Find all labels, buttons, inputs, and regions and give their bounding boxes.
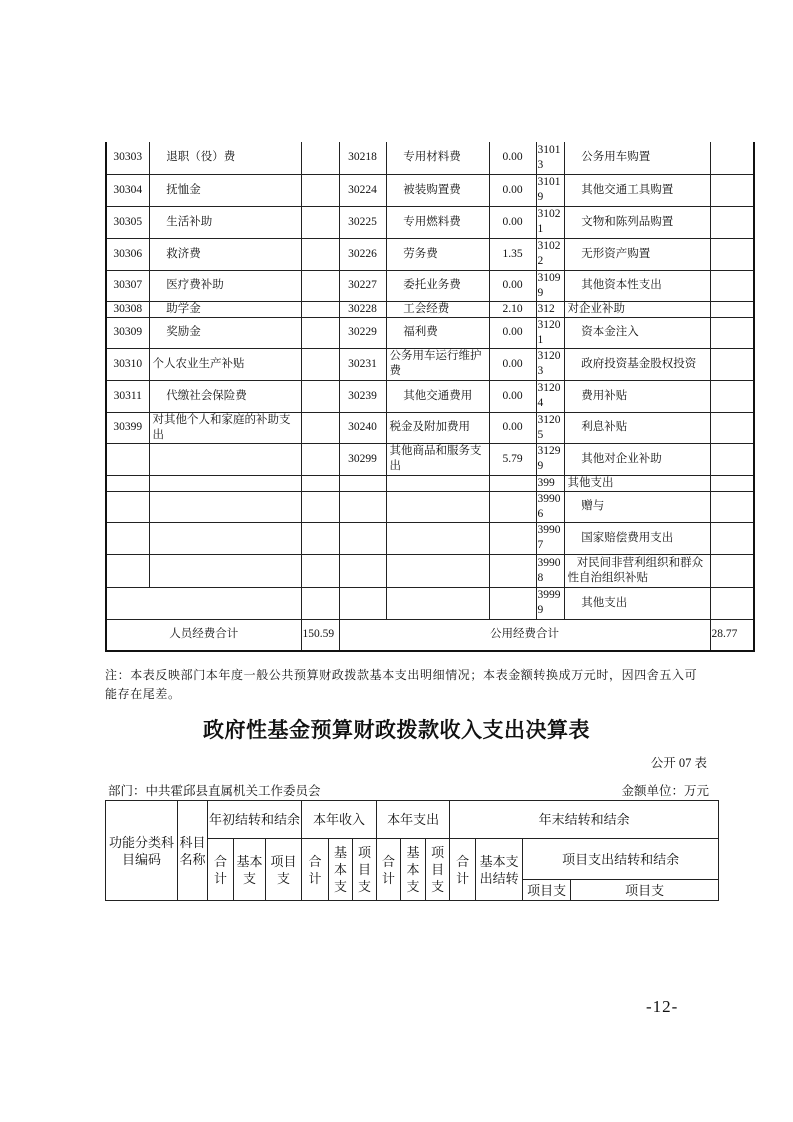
personnel-code [106,522,149,554]
capital-amount [710,270,754,301]
public-code [339,587,386,619]
capital-code: 39907 [536,522,564,554]
header-expense-total: 合计 [377,839,401,901]
public-code [339,491,386,522]
page-number: -12- [646,997,679,1016]
department-row [108,782,709,800]
public-amount: 0.00 [489,174,536,206]
capital-code: 39906 [536,491,564,522]
table-row [106,475,754,491]
personnel-code: 30310 [106,348,149,380]
personnel-amount [301,348,339,380]
header-income: 本年收入 [302,801,377,839]
personnel-amount [301,206,339,238]
header-opening: 年初结转和结余 [208,801,302,839]
public-amount: 5.79 [489,443,536,475]
personnel-amount [301,380,339,412]
personnel-total-value: 150.59 [301,619,339,651]
capital-amount [710,491,754,522]
public-amount [489,475,536,491]
capital-name: 对企业补助 [564,301,710,317]
public-code: 30299 [339,443,386,475]
personnel-name: 救济费 [149,238,301,270]
capital-amount [710,206,754,238]
capital-code: 31022 [536,238,564,270]
public-name: 劳务费 [386,238,489,270]
capital-amount [710,554,754,587]
personnel-code: 30399 [106,412,149,443]
public-name [386,587,489,619]
header-closing-basic: 基本支出结转 [476,839,523,901]
public-name: 其他交通费用 [386,380,489,412]
header-closing: 年末结转和结余 [450,801,719,839]
capital-code: 31203 [536,348,564,380]
department-label: 部门：中共霍邱县直属机关工作委员会 [108,784,321,798]
capital-name: 文物和陈列品购置 [564,206,710,238]
header-expense-basic: 基本支 [401,839,426,901]
personnel-name: 医疗费补助 [149,270,301,301]
basic-expense-detail-table [105,142,755,652]
capital-name: 对民间非营利组织和群众性自治组织补贴 [564,554,710,587]
capital-amount [710,348,754,380]
personnel-amount [301,270,339,301]
public-name: 专用材料费 [386,142,489,174]
capital-code: 31201 [536,317,564,348]
personnel-name: 奖励金 [149,317,301,348]
capital-amount [710,317,754,348]
personnel-name: 个人农业生产补贴 [149,348,301,380]
capital-name: 其他支出 [564,475,710,491]
header-closing-total: 合计 [450,839,476,901]
table-row [106,206,754,238]
capital-amount [710,380,754,412]
public-code: 30224 [339,174,386,206]
public-code: 30231 [339,348,386,380]
public-name: 公务用车运行维护费 [386,348,489,380]
header-opening-project: 项目支 [266,839,302,901]
personnel-amount [301,475,339,491]
form-number: 公开 07 表 [650,756,707,770]
capital-code: 31021 [536,206,564,238]
personnel-amount [301,174,339,206]
header-opening-total: 合计 [208,839,234,901]
public-name: 税金及附加费用 [386,412,489,443]
public-code: 30229 [339,317,386,348]
header-income-project: 项目支 [353,839,377,901]
personnel-name: 对其他个人和家庭的补助支出 [149,412,301,443]
table-row [106,174,754,206]
public-amount: 0.00 [489,348,536,380]
public-name [386,475,489,491]
public-code [339,554,386,587]
public-total-value: 28.77 [710,619,754,651]
table-row [106,142,754,174]
capital-amount [710,475,754,491]
capital-amount [710,142,754,174]
table-row [106,301,754,317]
public-code: 30226 [339,238,386,270]
personnel-code [106,491,149,522]
table-row [106,491,754,522]
public-code [339,475,386,491]
amount-unit-label: 金额单位：万元 [621,784,709,798]
personnel-empty [106,587,301,619]
capital-name: 公务用车购置 [564,142,710,174]
public-amount: 2.10 [489,301,536,317]
capital-name: 资本金注入 [564,317,710,348]
header-expense: 本年支出 [377,801,450,839]
public-code: 30227 [339,270,386,301]
personnel-amount [301,587,339,619]
capital-code: 39908 [536,554,564,587]
public-code: 30240 [339,412,386,443]
personnel-name: 助学金 [149,301,301,317]
header-income-total: 合计 [302,839,329,901]
table-row [106,348,754,380]
capital-code: 399 [536,475,564,491]
personnel-code: 30309 [106,317,149,348]
personnel-code: 30311 [106,380,149,412]
personnel-code [106,443,149,475]
capital-code: 31299 [536,443,564,475]
public-name [386,491,489,522]
capital-name: 政府投资基金股权投资 [564,348,710,380]
capital-code: 39999 [536,587,564,619]
public-amount [489,522,536,554]
capital-name: 费用补贴 [564,380,710,412]
personnel-amount [301,142,339,174]
personnel-name: 退职（役）费 [149,142,301,174]
public-total-label: 公用经费合计 [339,619,710,651]
personnel-name [149,443,301,475]
header-closing-project-sub1: 项目支 [523,880,571,901]
table-row [106,270,754,301]
public-amount: 0.00 [489,206,536,238]
public-code: 30228 [339,301,386,317]
public-amount [489,587,536,619]
header-code: 功能分类科目编码 [106,801,178,901]
table-row [106,380,754,412]
table-row [106,554,754,587]
header-opening-basic: 基本支 [234,839,266,901]
capital-name: 无形资产购置 [564,238,710,270]
table-row [106,587,754,619]
public-amount [489,491,536,522]
capital-name: 其他对企业补助 [564,443,710,475]
personnel-name [149,491,301,522]
capital-amount [710,587,754,619]
header-expense-project: 项目支 [426,839,450,901]
personnel-code: 30307 [106,270,149,301]
capital-name: 其他交通工具购置 [564,174,710,206]
public-code: 30225 [339,206,386,238]
table-note: 注：本表反映部门本年度一般公共预算财政拨款基本支出明细情况；本表金额转换成万元时，因四舍五入可能存在尾差。 [105,668,698,701]
public-code: 30239 [339,380,386,412]
capital-amount [710,522,754,554]
personnel-code: 30305 [106,206,149,238]
personnel-total-label: 人员经费合计 [106,619,301,651]
public-name: 委托业务费 [386,270,489,301]
personnel-code: 30308 [106,301,149,317]
table-row [106,522,754,554]
header-name: 科目名称 [178,801,208,901]
personnel-amount [301,412,339,443]
public-amount: 0.00 [489,270,536,301]
government-fund-table [105,800,719,901]
personnel-code [106,554,149,587]
public-name: 专用燃料费 [386,206,489,238]
public-amount: 0.00 [489,380,536,412]
capital-amount [710,412,754,443]
personnel-code: 30306 [106,238,149,270]
capital-amount [710,174,754,206]
personnel-amount [301,554,339,587]
capital-code: 312 [536,301,564,317]
capital-code: 31013 [536,142,564,174]
public-code [339,522,386,554]
capital-amount [710,443,754,475]
personnel-amount [301,522,339,554]
capital-name: 其他支出 [564,587,710,619]
public-name: 其他商品和服务支出 [386,443,489,475]
capital-code: 31019 [536,174,564,206]
capital-name: 其他资本性支出 [564,270,710,301]
table-row [106,412,754,443]
personnel-amount [301,238,339,270]
personnel-code [106,475,149,491]
public-amount [489,554,536,587]
capital-code: 31204 [536,380,564,412]
capital-name: 赠与 [564,491,710,522]
personnel-name [149,554,301,587]
public-code: 30218 [339,142,386,174]
totals-row [106,619,754,651]
public-name [386,522,489,554]
capital-name: 国家赔偿费用支出 [564,522,710,554]
table-row [106,443,754,475]
personnel-code: 30304 [106,174,149,206]
capital-code: 31205 [536,412,564,443]
personnel-amount [301,301,339,317]
public-amount: 1.35 [489,238,536,270]
header-closing-project: 项目支出结转和结余 [523,839,719,880]
table-row [106,317,754,348]
public-amount: 0.00 [489,142,536,174]
table-row [106,238,754,270]
capital-amount [710,301,754,317]
personnel-name [149,522,301,554]
personnel-name [149,475,301,491]
personnel-name: 抚恤金 [149,174,301,206]
public-name [386,554,489,587]
header-income-basic: 基本支 [329,839,353,901]
public-amount: 0.00 [489,412,536,443]
personnel-amount [301,443,339,475]
page-title: 政府性基金预算财政拨款收入支出决算表 [203,718,590,742]
capital-name: 利息补贴 [564,412,710,443]
capital-amount [710,238,754,270]
personnel-amount [301,491,339,522]
public-amount: 0.00 [489,317,536,348]
personnel-code: 30303 [106,142,149,174]
capital-code: 31099 [536,270,564,301]
public-name: 工会经费 [386,301,489,317]
public-name: 被装购置费 [386,174,489,206]
header-closing-project-sub2: 项目支 [571,880,719,901]
personnel-amount [301,317,339,348]
personnel-name: 生活补助 [149,206,301,238]
public-name: 福利费 [386,317,489,348]
personnel-name: 代缴社会保险费 [149,380,301,412]
